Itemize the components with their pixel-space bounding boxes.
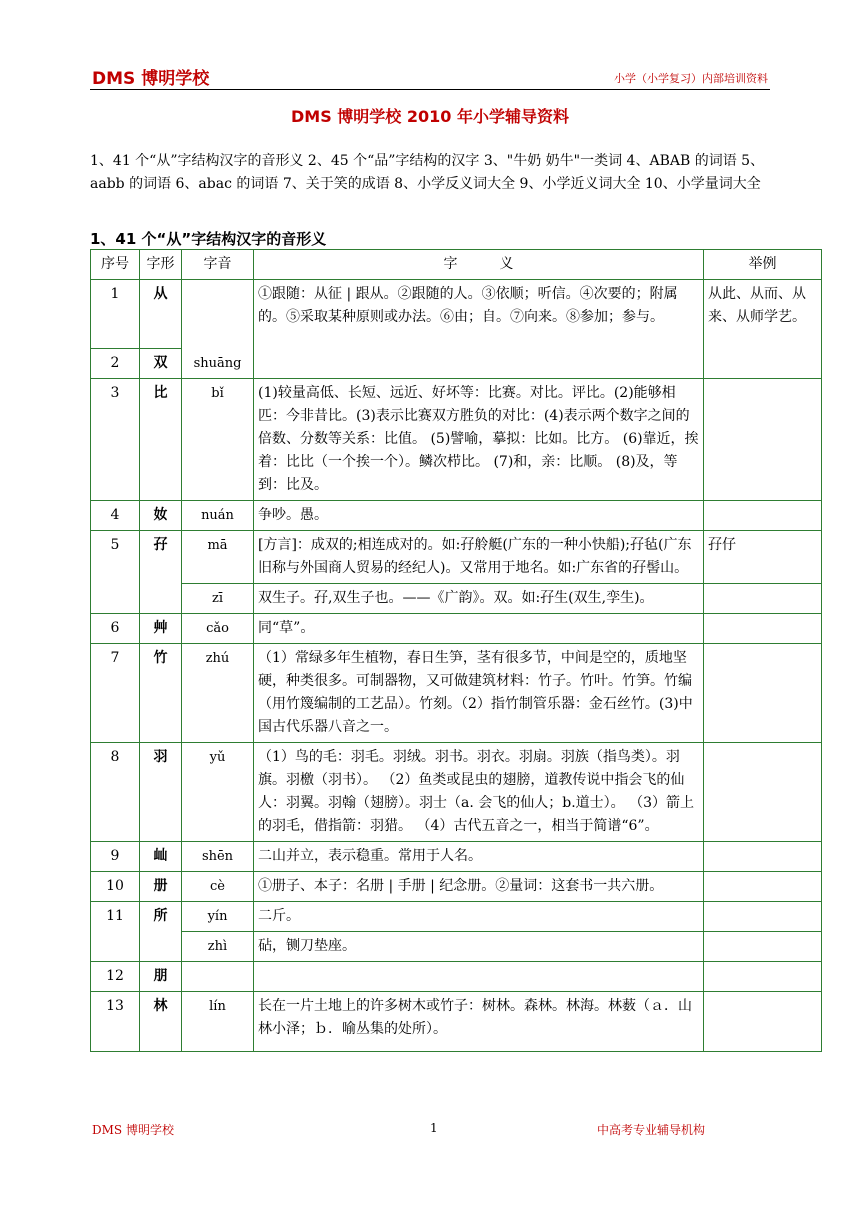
row-pinyin: zī bbox=[182, 584, 254, 614]
row-pinyin: mā bbox=[182, 531, 254, 584]
row-pinyin: nuán bbox=[182, 501, 254, 531]
row-char: 朋 bbox=[140, 962, 182, 992]
row-meaning: 二山并立，表示稳重。常用于人名。 bbox=[254, 842, 704, 872]
table-of-contents-text: 1、41 个“从”字结构汉字的音形义 2、45 个“品”字结构的汉字 3、"牛奶 奶牛"一类词 4、ABAB 的词语 5、aabb 的词语 6、abac 的词语 7、关于笑的成语 8、小学反义词大全 9、小学近义词大全 10、小学量词大全 bbox=[90, 153, 765, 192]
row-pinyin: yín bbox=[182, 902, 254, 932]
row-meaning: 争吵。愚。 bbox=[254, 501, 704, 531]
row-index: 9 bbox=[91, 842, 140, 872]
row-index: 5 bbox=[91, 531, 140, 614]
row-index: 11 bbox=[91, 902, 140, 962]
table-row bbox=[91, 842, 822, 872]
row-pinyin: cǎo bbox=[182, 614, 254, 644]
row-pinyin: shuāng bbox=[182, 280, 254, 379]
table-row bbox=[91, 962, 822, 992]
row-char: 孖 bbox=[140, 531, 182, 614]
table-row bbox=[91, 584, 822, 614]
row-meaning: ①册子、本子：名册 | 手册 | 纪念册。②量词：这套书一共六册。 bbox=[254, 872, 704, 902]
row-example bbox=[704, 584, 822, 614]
table-row bbox=[91, 501, 822, 531]
table-row bbox=[91, 902, 822, 932]
row-char: 从 bbox=[140, 280, 182, 349]
row-index: 12 bbox=[91, 962, 140, 992]
row-example bbox=[704, 501, 822, 531]
header-index: 序号 bbox=[91, 250, 140, 280]
row-meaning: 长在一片土地上的许多树木或竹子：树林。森林。林海。林薮（ａ．山林小泽；ｂ．喻丛集的处所）。 bbox=[254, 992, 704, 1052]
row-char: 羽 bbox=[140, 743, 182, 842]
document-title: DMS 博明学校 2010 年小学辅导资料 bbox=[291, 107, 569, 126]
row-meaning: （1）鸟的毛：羽毛。羽绒。羽书。羽衣。羽扇。羽族（指鸟类）。羽旗。羽檄（羽书）。 （2）鱼类或昆虫的翅膀，道教传说中指会飞的仙人：羽翼。羽翰（翅膀）。羽士（a. 会飞的仙人；b.道士）。 （3）箭上的羽毛，借指箭：羽猎。 （4）古代五音之一，相当于简谱“6”。 bbox=[254, 743, 704, 842]
row-meaning: ①跟随：从征 | 跟从。②跟随的人。③依顺；听信。④次要的；附属的。⑤采取某种原则或办法。⑥由；自。⑦向来。⑧参加；参与。 bbox=[254, 280, 704, 379]
row-meaning: 砧，铡刀垫座。 bbox=[254, 932, 704, 962]
row-meaning: (1)较量高低、长短、远近、好坏等：比赛。对比。评比。(2)能够相匹：今非昔比。(3)表示比赛双方胜负的对比：(4)表示两个数字之间的倍数、分数等关系：比值。 (5)譬喻，摹拟：比如。比方。 (6)靠近，挨着：比比（一个挨一个）。鳞次栉比。 (7)和，亲：比顺。 (8)及，等到：比及。 bbox=[254, 379, 704, 501]
row-char: 册 bbox=[140, 872, 182, 902]
row-char: 艸 bbox=[140, 614, 182, 644]
header-pinyin: 字音 bbox=[182, 250, 254, 280]
table-row bbox=[91, 932, 822, 962]
table-header-row bbox=[91, 250, 822, 280]
header-meaning: 字 义 bbox=[254, 250, 704, 280]
row-example bbox=[704, 932, 822, 962]
row-example: 从此、从而、从来、从师学艺。 bbox=[704, 280, 822, 379]
row-example bbox=[704, 644, 822, 743]
row-meaning: [方言]：成双的;相连成对的。如:孖舲艇(广东的一种小快船);孖毡(广东旧称与外国商人贸易的经纪人)。又常用于地名。如:广东省的孖髻山。 bbox=[254, 531, 704, 584]
footer-school-name: DMS 博明学校 bbox=[92, 1123, 174, 1137]
table-row bbox=[91, 644, 822, 743]
row-index: 13 bbox=[91, 992, 140, 1052]
row-char: 林 bbox=[140, 992, 182, 1052]
table-row bbox=[91, 992, 822, 1052]
row-index: 4 bbox=[91, 501, 140, 531]
footer-page-number: 1 bbox=[430, 1121, 438, 1135]
row-char: 竹 bbox=[140, 644, 182, 743]
row-char: 双 bbox=[140, 349, 182, 379]
row-meaning: 二斤。 bbox=[254, 902, 704, 932]
row-index: 1 bbox=[91, 280, 140, 349]
footer-slogan: 中高考专业辅导机构 bbox=[597, 1123, 706, 1137]
row-pinyin: lín bbox=[182, 992, 254, 1052]
row-meaning: 双生子。孖,双生子也。——《广韵》。双。如:孖生(双生,孪生)。 bbox=[254, 584, 704, 614]
row-example bbox=[704, 743, 822, 842]
table-row bbox=[91, 379, 822, 501]
row-example bbox=[704, 614, 822, 644]
row-example bbox=[704, 962, 822, 992]
row-example: 孖仔 bbox=[704, 531, 822, 584]
character-table bbox=[90, 249, 822, 1052]
header-subtitle: 小学（小学复习）内部培训资料 bbox=[614, 72, 768, 85]
row-index: 7 bbox=[91, 644, 140, 743]
header-school-name: DMS 博明学校 bbox=[92, 69, 210, 89]
table-row bbox=[91, 531, 822, 584]
row-example bbox=[704, 379, 822, 501]
row-example bbox=[704, 842, 822, 872]
row-pinyin: cè bbox=[182, 872, 254, 902]
table-row bbox=[91, 872, 822, 902]
row-index: 3 bbox=[91, 379, 140, 501]
row-index: 8 bbox=[91, 743, 140, 842]
row-pinyin: yǔ bbox=[182, 743, 254, 842]
row-pinyin: bǐ bbox=[182, 379, 254, 501]
table-row bbox=[91, 614, 822, 644]
header-divider bbox=[90, 89, 770, 90]
table-row bbox=[91, 280, 822, 349]
row-char: 奻 bbox=[140, 501, 182, 531]
row-pinyin bbox=[182, 962, 254, 992]
row-example bbox=[704, 902, 822, 932]
row-char: 屾 bbox=[140, 842, 182, 872]
row-char: 比 bbox=[140, 379, 182, 501]
row-index: 2 bbox=[91, 349, 140, 379]
header-char: 字形 bbox=[140, 250, 182, 280]
row-meaning bbox=[254, 962, 704, 992]
table-row bbox=[91, 743, 822, 842]
row-example bbox=[704, 872, 822, 902]
row-meaning: 同“草”。 bbox=[254, 614, 704, 644]
row-pinyin: zhú bbox=[182, 644, 254, 743]
row-pinyin: zhì bbox=[182, 932, 254, 962]
row-index: 10 bbox=[91, 872, 140, 902]
row-meaning: （1）常绿多年生植物，春日生笋，茎有很多节，中间是空的，质地坚硬，种类很多。可制器物，又可做建筑材料：竹子。竹叶。竹笋。竹编（用竹篾编制的工艺品）。竹刻。（2）指竹制管乐器：金石丝竹。(3)中国古代乐器八音之一。 bbox=[254, 644, 704, 743]
row-example bbox=[704, 992, 822, 1052]
row-index: 6 bbox=[91, 614, 140, 644]
header-example: 举例 bbox=[704, 250, 822, 280]
row-pinyin: shēn bbox=[182, 842, 254, 872]
section-title: 1、41 个“从”字结构汉字的音形义 bbox=[90, 230, 327, 248]
row-char: 所 bbox=[140, 902, 182, 962]
